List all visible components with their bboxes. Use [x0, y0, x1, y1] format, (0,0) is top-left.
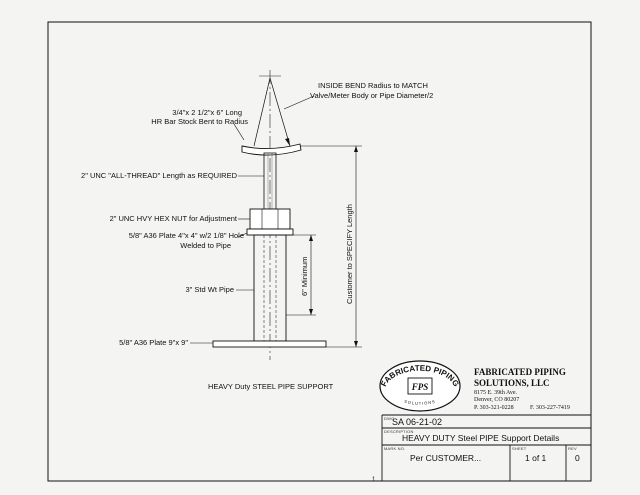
bar-stock-label-2: HR Bar Stock Bent to Radius — [151, 117, 248, 126]
hex-nut-label: 2" UNC HVY HEX NUT for Adjustment — [109, 214, 237, 223]
leader-bar-stock — [234, 124, 244, 140]
company-name-1: FABRICATED PIPING — [474, 367, 566, 377]
mark-no-value: Per CUSTOMER... — [410, 453, 482, 463]
inside-bend-label-2: Valve/Meter Body or Pipe Diameter/2 — [310, 91, 434, 100]
company-name-2: SOLUTIONS, LLC — [474, 378, 550, 388]
mark-no-label: MARK NO. — [384, 446, 406, 451]
top-plate — [247, 229, 293, 235]
inside-bend-label-1: INSIDE BEND Radius to MATCH — [318, 81, 428, 90]
bar-stock-label-1: 3/4"x 2 1/2"x 6" Long — [172, 108, 242, 117]
six-minimum-label: 6" Minimum — [300, 256, 309, 296]
company-fax: F. 303-227-7419 — [530, 405, 570, 411]
description-value: HEAVY DUTY Steel PIPE Support Details — [402, 433, 560, 443]
dim-cust-arrow-top — [354, 146, 358, 152]
sheet-label: SHEET — [512, 446, 527, 451]
radius-leader-right — [270, 78, 290, 146]
top-plate-label-2: Welded to Pipe — [180, 241, 231, 250]
dim-6min-arrow-bottom — [309, 309, 313, 315]
rev-value: 0 — [575, 453, 580, 463]
all-thread-label: 2" UNC "ALL-THREAD" Length as REQUIRED — [81, 171, 237, 180]
logo-monogram: FPS — [411, 382, 429, 392]
drawing-caption: HEAVY Duty STEEL PIPE SUPPORT — [208, 382, 334, 391]
radius-arrowhead — [285, 138, 290, 146]
rev-label: REV — [568, 446, 577, 451]
hex-nut — [250, 209, 290, 229]
company-phone: P. 303-321-0228 — [474, 405, 514, 411]
dwg-number: SA 06-21-02 — [392, 417, 443, 427]
company-logo — [379, 361, 461, 411]
page-mark: 1 — [372, 477, 376, 483]
company-address-2: Denver, CO 80207 — [474, 397, 520, 403]
dwg-label: DWG — [384, 416, 395, 421]
base-plate — [213, 341, 326, 347]
radius-leader-left — [254, 78, 270, 146]
dim-cust-arrow-bottom — [354, 341, 358, 347]
bent-bar-saddle — [242, 144, 301, 155]
std-pipe-label: 3" Std Wt Pipe — [185, 285, 234, 294]
logo-subtext: SOLUTIONS — [403, 398, 437, 406]
description-label: DESCRIPTION — [384, 429, 414, 434]
base-plate-label: 5/8" A36 Plate 9"x 9" — [119, 338, 188, 347]
customer-length-label: Customer to SPECIFY Length — [345, 204, 354, 304]
sheet-value: 1 of 1 — [525, 453, 547, 463]
dim-6min-arrow-top — [309, 235, 313, 241]
logo-text: FABRICATED PIPING — [379, 363, 461, 389]
company-address-1: 8175 E. 39th Ave. — [474, 390, 518, 396]
top-plate-label-1: 5/8" A36 Plate 4"x 4" w/2 1/8" Hole — [128, 231, 244, 240]
